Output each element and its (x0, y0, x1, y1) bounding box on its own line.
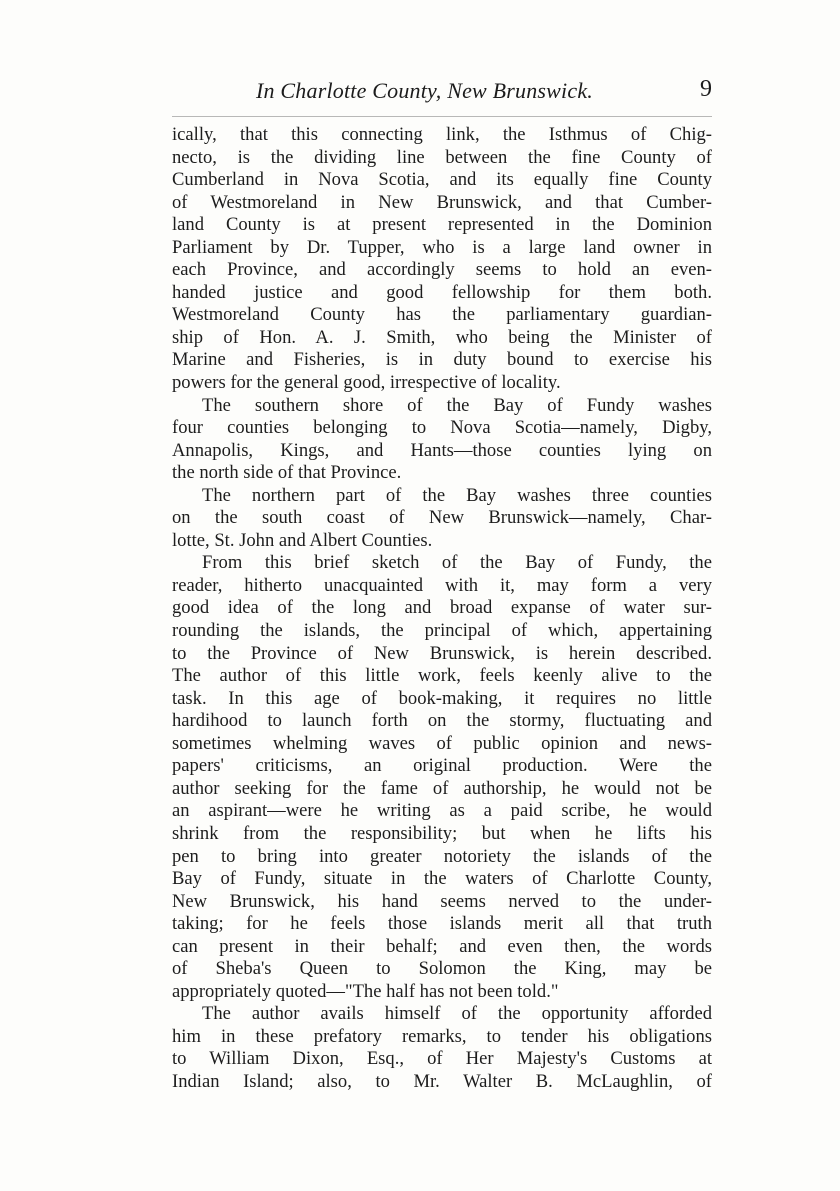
text-line: each Province, and accordingly seems to hold an even- (172, 259, 712, 281)
text-line: sometimes whelming waves of public opinion and news- (172, 732, 712, 754)
text-line: Cumberland in Nova Scotia, and its equally fine County (172, 169, 712, 191)
text-line: New Brunswick, his hand seems nerved to the under- (172, 890, 712, 912)
text-line: The author of this little work, feels keenly alive to the (172, 665, 712, 687)
text-line: lotte, St. John and Albert Counties. (172, 529, 433, 551)
text-line: Bay of Fundy, situate in the waters of Charlotte County, (172, 868, 712, 890)
text-line: Annapolis, Kings, and Hants—those counties lying on (172, 439, 712, 461)
text-line: powers for the general good, irrespective of locality. (172, 372, 561, 394)
text-line: to the Province of New Brunswick, is herein described. (172, 642, 712, 664)
text-line: The northern part of the Bay washes three counties (202, 484, 712, 506)
text-line: ship of Hon. A. J. Smith, who being the Minister of (172, 326, 712, 348)
text-line: land County is at present represented in the Dominion (172, 214, 712, 236)
text-line: shrink from the responsibility; but when he lifts his (172, 822, 712, 844)
text-line: ically, that this connecting link, the Isthmus of Chig- (172, 124, 712, 145)
text-line: author seeking for the fame of authorship, he would not be (172, 777, 712, 799)
body-text (172, 124, 712, 1094)
text-line: the north side of that Province. (172, 462, 402, 484)
text-line: The southern shore of the Bay of Fundy washes (202, 394, 712, 416)
text-line: papers' criticisms, an original production. Were the (172, 755, 712, 777)
text-line: Parliament by Dr. Tupper, who is a large land owner in (172, 236, 712, 258)
text-line: on the south coast of New Brunswick—namely, Char- (172, 507, 712, 529)
header-rule (172, 116, 712, 117)
text-line: to William Dixon, Esq., of Her Majesty's Customs at (172, 1048, 712, 1070)
text-line: necto, is the dividing line between the fine County of (172, 146, 712, 168)
text-line: handed justice and good fellowship for them both. (172, 281, 712, 303)
page-header (172, 78, 712, 114)
text-line: taking; for he feels those islands merit all that truth (172, 913, 712, 935)
text-line: of Sheba's Queen to Solomon the King, may be (172, 958, 712, 980)
running-title: In Charlotte County, New Brunswick. (256, 78, 593, 103)
text-line: rounding the islands, the principal of which, appertaining (172, 620, 712, 642)
text-line: hardihood to launch forth on the stormy, fluctuating and (172, 710, 712, 732)
text-line: appropriately quoted—"The half has not been told." (172, 980, 559, 1002)
text-line: four counties belonging to Nova Scotia—namely, Digby, (172, 417, 712, 439)
text-line: Indian Island; also, to Mr. Walter B. McLaughlin, of (172, 1070, 712, 1092)
text-line: pen to bring into greater notoriety the islands of the (172, 845, 712, 867)
text-line: From this brief sketch of the Bay of Fundy, the (202, 552, 712, 574)
text-line: Westmoreland County has the parliamentary guardian- (172, 304, 712, 326)
text-line: Marine and Fisheries, is in duty bound to exercise his (172, 349, 712, 371)
text-line: can present in their behalf; and even then, the words (172, 935, 712, 957)
text-line: task. In this age of book-making, it requires no little (172, 687, 712, 709)
text-line: good idea of the long and broad expanse of water sur- (172, 597, 712, 619)
text-line: an aspirant—were he writing as a paid scribe, he would (172, 800, 712, 822)
text-line: reader, hitherto unacquainted with it, may form a very (172, 574, 712, 596)
text-line: him in these prefatory remarks, to tender his obligations (172, 1025, 712, 1047)
page-number: 9 (700, 76, 712, 102)
text-line: of Westmoreland in New Brunswick, and that Cumber- (172, 191, 712, 213)
text-line: The author avails himself of the opportunity afforded (202, 1003, 712, 1025)
